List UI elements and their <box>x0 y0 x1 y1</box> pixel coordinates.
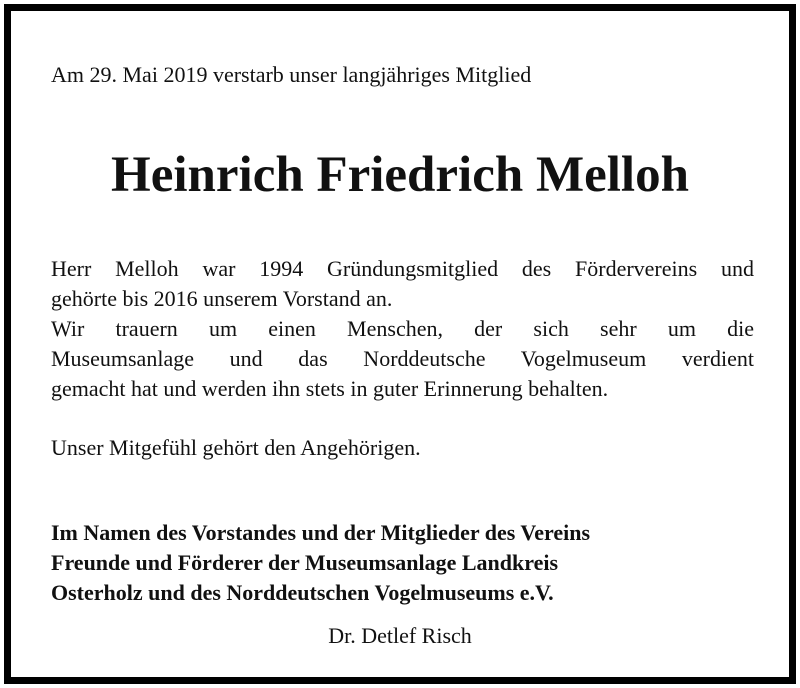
signer-name: Dr. Detlef Risch <box>328 623 472 648</box>
tribute-line: gehörte bis 2016 unserem Vorstand an. <box>51 286 393 311</box>
signature-line: Im Namen des Vorstandes und der Mitglieder des Vereins <box>51 520 591 545</box>
intro-line: Am 29. Mai 2019 verstarb unser langjähriges Mitglied <box>51 62 532 87</box>
tribute-line: Herr Melloh war 1994 Gründungsmitglied des Fördervereins und <box>51 256 754 281</box>
signature-line: Freunde und Förderer der Museumsanlage Landkreis <box>51 550 559 575</box>
tribute-line: Wir trauern um einen Menschen, der sich sehr um die <box>51 316 754 341</box>
tribute-paragraph <box>51 254 754 404</box>
signature-line: Osterholz und des Norddeutschen Vogelmuseums e.V. <box>51 580 554 605</box>
tribute-line: gemacht hat und werden ihn stets in guter Erinnerung behalten. <box>51 376 609 401</box>
tribute-line: Museumsanlage und das Norddeutsche Vogelmuseum verdient <box>51 346 754 371</box>
signature-block <box>51 518 754 608</box>
obituary-notice <box>4 4 796 684</box>
condolence-line: Unser Mitgefühl gehört den Angehörigen. <box>51 435 421 460</box>
deceased-name: Heinrich Friedrich Melloh <box>111 147 689 203</box>
